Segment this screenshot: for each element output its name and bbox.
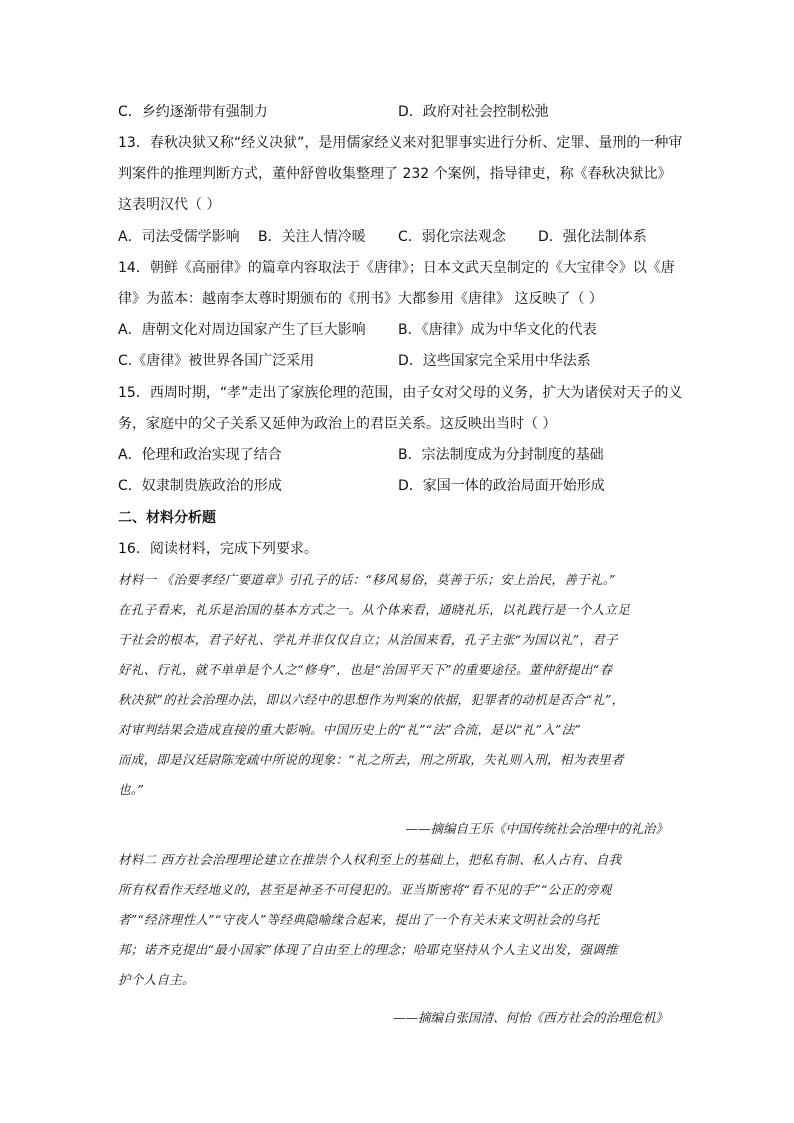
q14-option-c: C.《唐律》被世界各国广泛采用 bbox=[118, 353, 315, 369]
q14-option-b: B．《唐律》成为中华文化的代表 bbox=[398, 322, 597, 338]
material1-line-4: 好礼、行礼，就不单单是个人之“修身”，也是“治国平天下”的重要途径。董仲舒提出“春 bbox=[118, 662, 613, 677]
material1-line-6: 对审判结果会造成直接的重大影响。中国历史上的“礼”“法”合流，是以“礼”入”法” bbox=[118, 722, 582, 737]
q15-stem-line-2: 务，家庭中的父子关系又延伸为政治上的君臣关系。这反映出当时（ ） bbox=[118, 416, 557, 432]
material1-line-8: 也。” bbox=[118, 782, 145, 797]
section-heading: 二、材料分析题 bbox=[118, 510, 216, 526]
q13-option-c: C．弱化宗法观念 bbox=[398, 229, 506, 245]
material2-line-5: 护个人自主。 bbox=[118, 972, 195, 987]
q14-stem-line-2: 律》为蓝本：越南李太尊时期颁布的《刑书》大都参用《唐律》 这反映了（ ） bbox=[118, 291, 603, 307]
material1-line-1: 材料一 《治要孝经广要道章》引孔子的话：“移风易俗，莫善于乐；安上治民，善于礼。” bbox=[118, 572, 616, 587]
q14-stem-line-1: 14．朝鲜《高丽律》的篇章内容取法于《唐律》；日本文武天皇制定的《大宝律令》以《唐 bbox=[118, 260, 675, 276]
material2-source: ——摘编自张国清、何怡《西方社会的治理危机》 bbox=[392, 1010, 668, 1025]
q13-option-b: B．关注人情冷暖 bbox=[258, 229, 366, 245]
q15-option-b: B．宗法制度成为分封制度的基础 bbox=[398, 447, 604, 463]
material1-line-5: 秋决狱”的社会治理办法，即以六经中的思想作为判案的依据，犯罪者的动机是否合“礼”， bbox=[118, 692, 625, 707]
q15-stem-line-1: 15．西周时期，“孝”走出了家族伦理的范围，由子女对父母的义务，扩大为诸侯对天子的义 bbox=[118, 385, 683, 401]
material2-line-2: 所有权看作天经地义的，甚至是神圣不可侵犯的。亚当斯密将“看不见的手”“公正的旁观 bbox=[118, 882, 612, 897]
q13-stem-line-3: 这表明汉代（ ） bbox=[118, 197, 221, 213]
material1-source: ——摘编自王乐《中国传统社会治理中的礼治》 bbox=[405, 821, 668, 836]
material2-line-4: 邦；诺齐克提出“最小国家”体现了自由至上的理念；哈耶克坚持从个人主义出发，强调维 bbox=[118, 942, 618, 957]
q12-option-d: D．政府对社会控制松弛 bbox=[398, 104, 549, 120]
q15-option-d: D．家国一体的政治局面开始形成 bbox=[398, 478, 605, 494]
q16-intro: 16．阅读材料，完成下列要求。 bbox=[118, 541, 318, 557]
material1-line-7: 而成，即是汉廷尉陈宠疏中所说的现象：“礼之所去，刑之所取，失礼则入刑，相为表里者 bbox=[118, 752, 624, 767]
material2-line-3: 者”“经济理性人”“守夜人”等经典隐喻缘合起来，提出了一个有关未来文明社会的乌托 bbox=[118, 912, 600, 927]
q13-option-a: A．司法受儒学影响 bbox=[118, 229, 240, 245]
material1-line-2: 在孔子看来，礼乐是治国的基本方式之一。从个体来看，通晓礼乐，以礼践行是一个人立足 bbox=[118, 602, 631, 617]
q14-option-d: D．这些国家完全采用中华法系 bbox=[398, 353, 591, 369]
q15-option-c: C．奴隶制贵族政治的形成 bbox=[118, 478, 282, 494]
q13-stem-line-1: 13．春秋决狱又称“经义决狱”，是用儒家经义来对犯罪事实进行分析、定罪、量刑的一种审 bbox=[118, 135, 683, 151]
q15-option-a: A．伦理和政治实现了结合 bbox=[118, 447, 282, 463]
q13-stem-line-2: 判案件的推理判断方式，董仲舒曾收集整理了 232 个案例，指导律吏，称《春秋决狱比》 bbox=[118, 166, 672, 182]
q13-option-d: D．强化法制体系 bbox=[538, 229, 647, 245]
q12-option-c: C．乡约逐渐带有强制力 bbox=[118, 104, 268, 120]
q14-option-a: A．唐朝文化对周边国家产生了巨大影响 bbox=[118, 322, 366, 338]
material1-line-3: 于社会的根本，君子好礼、学礼并非仅仅自立；从治国来看，孔子主张“为国以礼”，君子 bbox=[118, 632, 618, 647]
material2-line-1: 材料二 西方社会治理理论建立在推崇个人权利至上的基础上，把私有制、私人占有、自我 bbox=[118, 852, 622, 867]
